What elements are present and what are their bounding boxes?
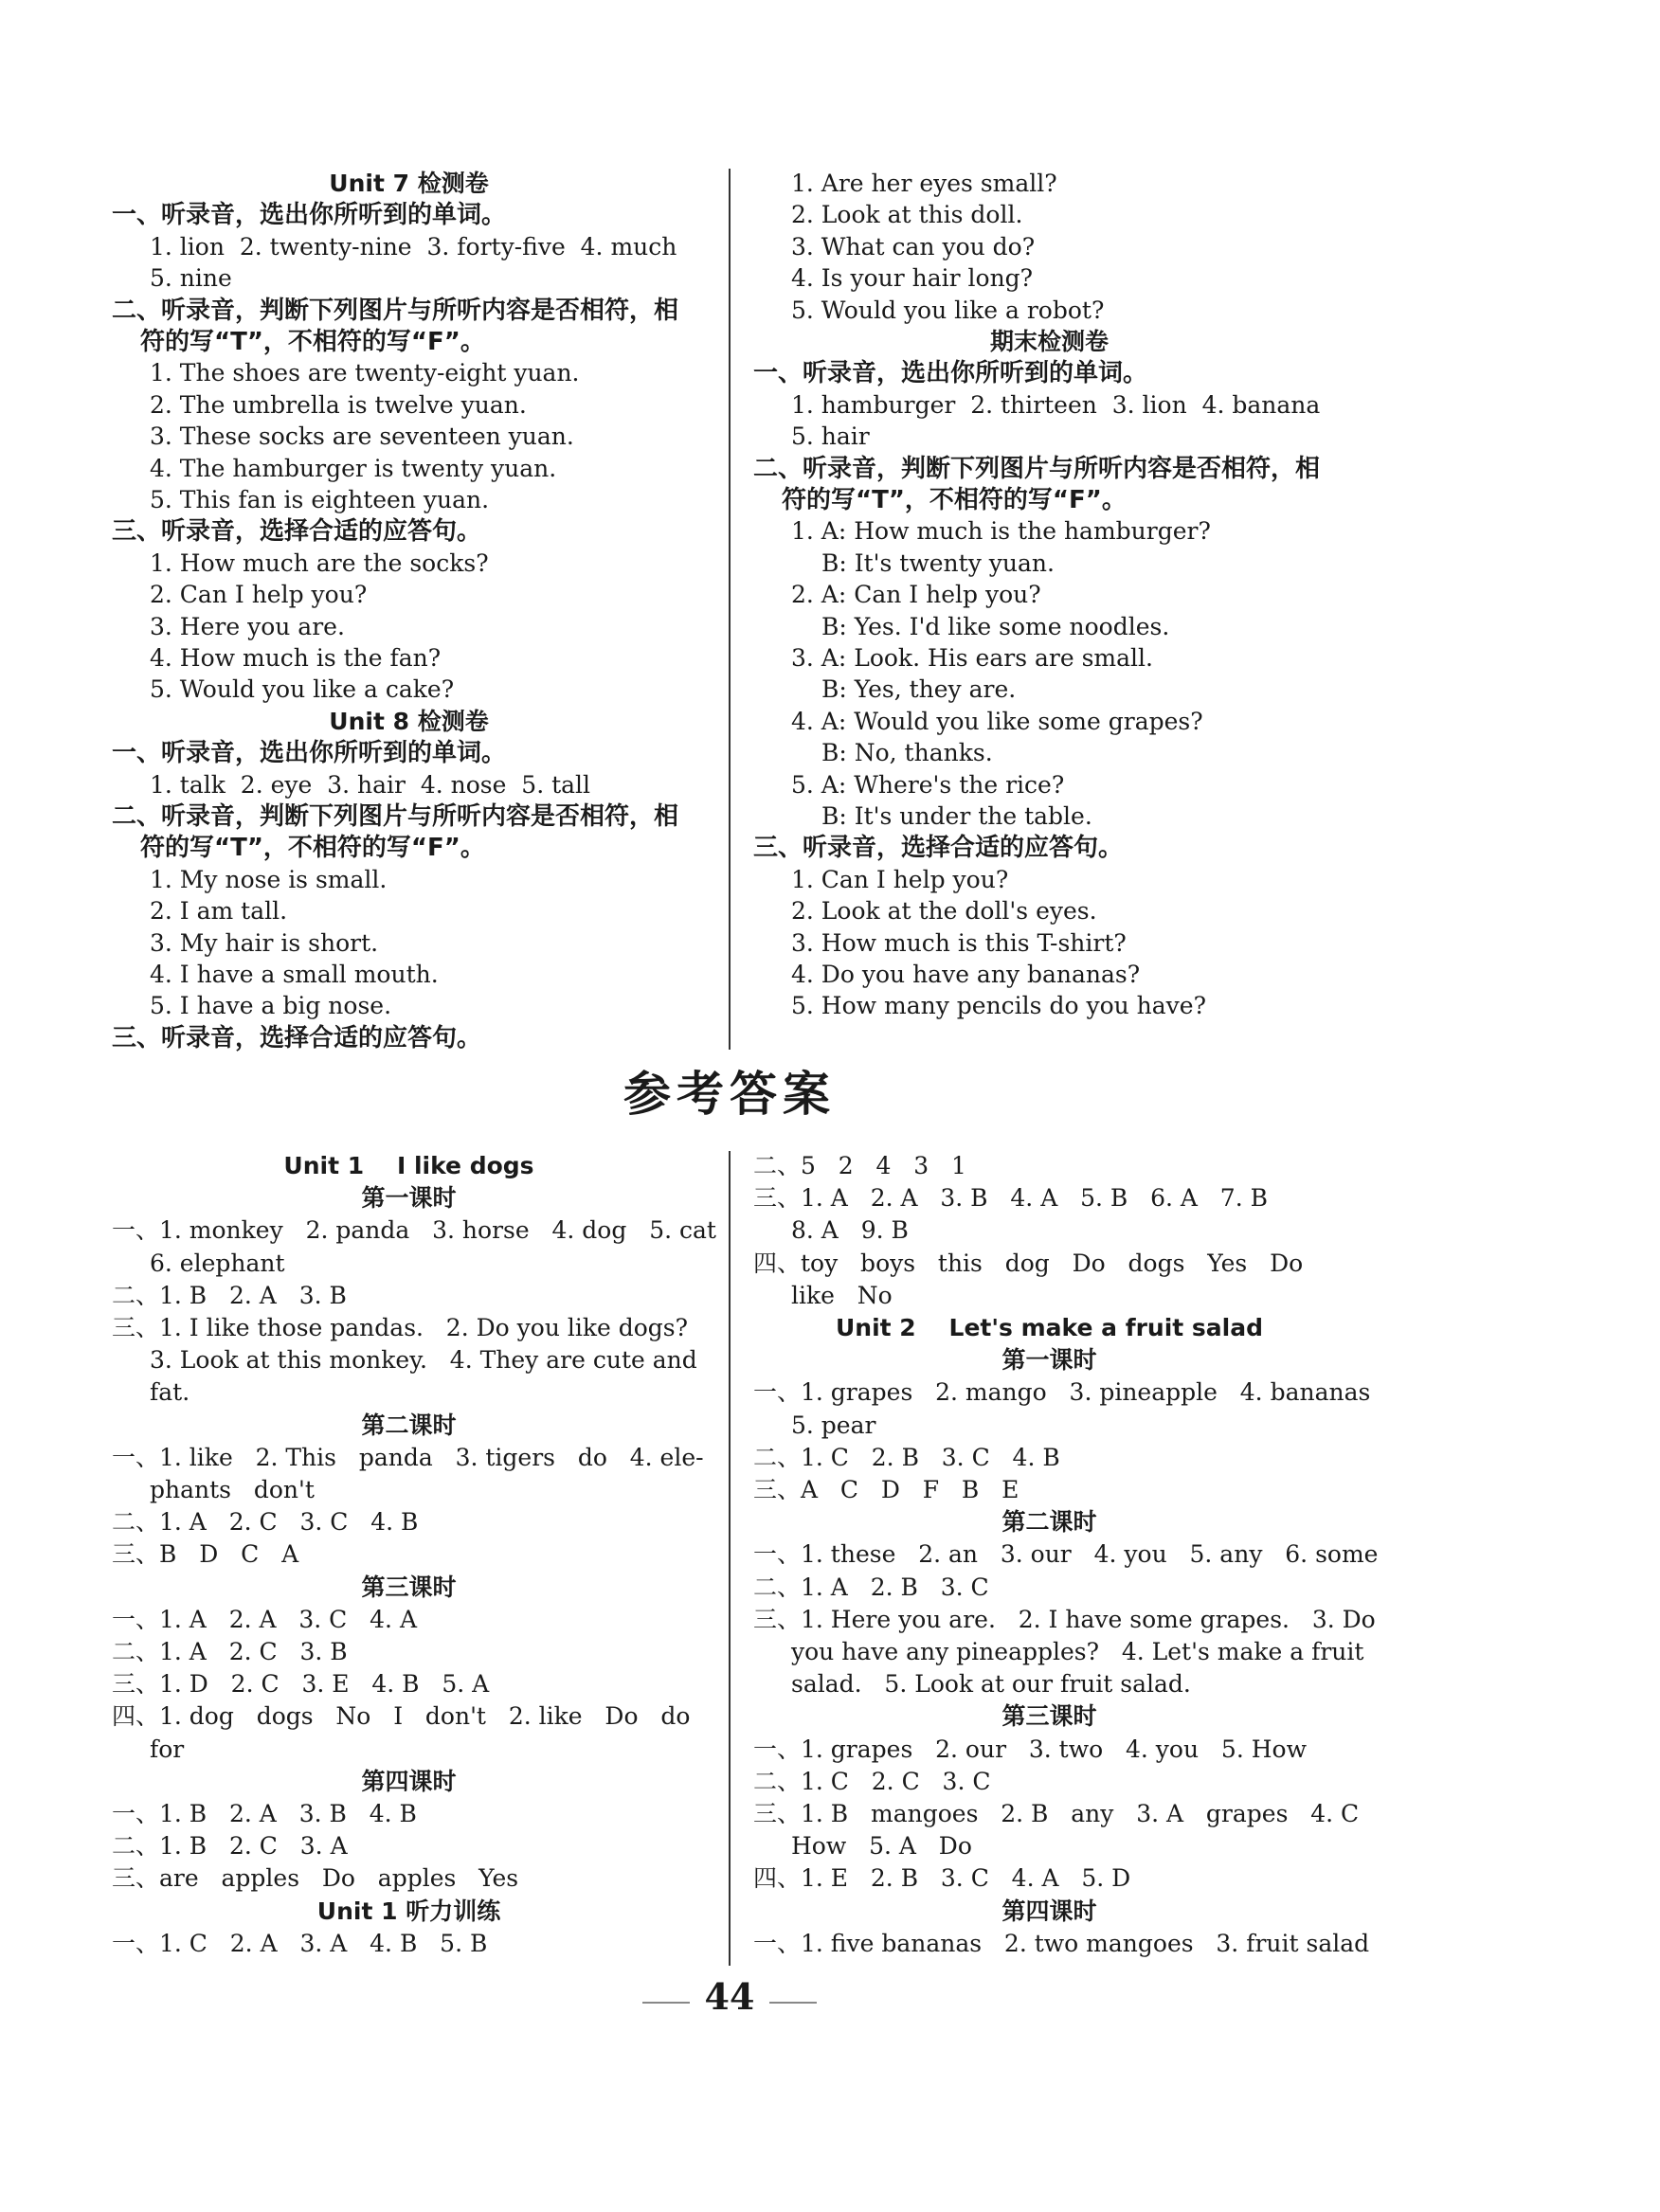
answer-line: 二、1. A 2. B 3. C — [753, 1573, 989, 1601]
answer-line-cont: phants don't — [150, 1476, 315, 1503]
transcript-line-cont: B: Yes, they are. — [821, 675, 1017, 704]
column-divider-top — [729, 169, 731, 1050]
transcript-line: 1. A: How much is the hamburger? — [791, 517, 1211, 546]
answer-line: 一、1. five bananas 2. two mangoes 3. fruit salad — [753, 1929, 1370, 1957]
section-heading: 第二课时 — [361, 1411, 457, 1439]
transcript-line: 5. This fan is eighteen yuan. — [150, 486, 490, 513]
transcript-line: 3. My hair is short. — [150, 928, 379, 957]
answer-line: 一、1. these 2. an 3. our 4. you 5. any 6. some — [753, 1540, 1379, 1569]
question-heading: 三、听录音，选择合适的应答句。 — [112, 1023, 482, 1052]
answer-line-cont: like No — [791, 1281, 893, 1309]
transcript-line: 3. Here you are. — [150, 612, 345, 640]
transcript-line: 3. A: Look. His ears are small. — [791, 644, 1153, 672]
answer-line: 二、1. A 2. C 3. C 4. B — [112, 1508, 419, 1537]
answer-line: 三、A C D F B E — [753, 1476, 1019, 1503]
transcript-line: 1. hamburger 2. thirteen 3. lion 4. banana — [791, 390, 1321, 419]
answer-line-cont: for — [150, 1735, 185, 1763]
answer-line-cont: 8. A 9. B — [791, 1216, 909, 1245]
answer-line: 二、1. C 2. C 3. C — [753, 1767, 991, 1795]
transcript-line: 1. lion 2. twenty-nine 3. forty-five 4. much — [150, 232, 677, 261]
transcript-line: 3. What can you do? — [791, 232, 1036, 261]
transcript-line: 4. A: Would you like some grapes? — [791, 707, 1203, 735]
question-heading: 三、听录音，选择合适的应答句。 — [753, 834, 1124, 863]
answer-line-cont: fat. — [150, 1378, 190, 1407]
question-heading: 三、听录音，选择合适的应答句。 — [112, 517, 482, 547]
question-heading: 二、听录音，判断下列图片与所听内容是否相符，相 — [112, 802, 679, 831]
answer-line-cont: 5. pear — [791, 1411, 876, 1439]
answer-line: 二、1. B 2. A 3. B — [112, 1281, 347, 1309]
transcript-line-cont: B: It's under the table. — [821, 802, 1092, 830]
section-heading: Unit 2 Let's make a fruit salad — [835, 1314, 1264, 1341]
transcript-line: 4. Is your hair long? — [791, 264, 1034, 293]
section-heading: Unit 7 检测卷 — [329, 170, 489, 197]
section-heading: 第二课时 — [1001, 1508, 1097, 1537]
transcript-line: 5. I have a big nose. — [150, 992, 392, 1020]
answer-line: 三、1. Here you are. 2. I have some grapes. 3. Do — [753, 1605, 1376, 1633]
answer-line: 三、B D C A — [112, 1540, 299, 1569]
section-heading: 第一课时 — [1001, 1346, 1097, 1375]
answer-line: 一、1. grapes 2. our 3. two 4. you 5. How — [753, 1735, 1307, 1763]
transcript-line: 5. Would you like a robot? — [791, 296, 1105, 324]
section-heading: 第三课时 — [1001, 1702, 1097, 1731]
transcript-line: 3. How much is this T-shirt? — [791, 928, 1127, 957]
answer-line-cont: 3. Look at this monkey. 4. They are cute and — [150, 1346, 697, 1375]
answer-line-cont: salad. 5. Look at our fruit salad. — [791, 1670, 1191, 1699]
transcript-line: 5. A: Where's the rice? — [791, 770, 1065, 799]
transcript-line: 2. Look at the doll's eyes. — [791, 897, 1097, 926]
question-heading: 一、听录音，选出你所听到的单词。 — [753, 359, 1148, 388]
transcript-line: 4. Do you have any bananas? — [791, 961, 1141, 988]
answer-line: 三、1. A 2. A 3. B 4. A 5. B 6. A 7. B — [753, 1184, 1268, 1213]
question-heading-cont: 符的写“T”，不相符的写“F”。 — [140, 834, 485, 863]
transcript-line: 2. Look at this doll. — [791, 201, 1023, 229]
question-heading-cont: 符的写“T”，不相符的写“F”。 — [140, 328, 485, 356]
answer-line-cont: How 5. A Do — [791, 1832, 972, 1861]
page-number: 44 — [704, 1975, 755, 2018]
transcript-line: 1. How much are the socks? — [150, 549, 489, 577]
answer-line: 二、1. B 2. C 3. A — [112, 1832, 348, 1861]
transcript-line: 1. talk 2. eye 3. hair 4. nose 5. tall — [150, 770, 591, 799]
answer-line: 一、1. A 2. A 3. C 4. A — [112, 1605, 418, 1633]
transcript-line: 5. hair — [791, 423, 870, 451]
answer-line: 三、1. I like those pandas. 2. Do you like dogs? — [112, 1314, 689, 1341]
answer-line-cont: you have any pineapples? 4. Let's make a fruit — [791, 1638, 1364, 1665]
answer-line: 三、1. B mangoes 2. B any 3. A grapes 4. C — [753, 1800, 1360, 1827]
section-heading: 期末检测卷 — [989, 328, 1109, 355]
answer-line: 四、1. dog dogs No I don't 2. like Do do — [112, 1702, 691, 1731]
section-heading: Unit 8 检测卷 — [329, 707, 489, 735]
answer-line: 四、1. E 2. B 3. C 4. A 5. D — [753, 1864, 1131, 1893]
transcript-line: 4. The hamburger is twenty yuan. — [150, 454, 557, 482]
question-heading: 一、听录音，选出你所听到的单词。 — [112, 201, 507, 230]
transcript-line: 4. I have a small mouth. — [150, 961, 439, 988]
answer-line: 三、1. D 2. C 3. E 4. B 5. A — [112, 1670, 490, 1699]
section-heading: Unit 1 I like dogs — [283, 1152, 534, 1179]
answer-line: 三、are apples Do apples Yes — [112, 1864, 519, 1893]
transcript-line-cont: B: Yes. I'd like some noodles. — [821, 612, 1170, 640]
answer-line: 一、1. like 2. This panda 3. tigers do 4. ele- — [112, 1443, 704, 1471]
answer-line: 一、1. monkey 2. panda 3. horse 4. dog 5. cat — [112, 1216, 716, 1245]
transcript-line: 2. I am tall. — [150, 897, 288, 926]
answer-line: 二、1. C 2. B 3. C 4. B — [753, 1443, 1060, 1471]
transcript-line-cont: B: It's twenty yuan. — [821, 549, 1055, 577]
question-heading: 二、听录音，判断下列图片与所听内容是否相符，相 — [753, 454, 1321, 483]
answer-line-cont: 6. elephant — [150, 1249, 285, 1277]
answer-line: 一、1. B 2. A 3. B 4. B — [112, 1800, 417, 1827]
transcript-line: 1. The shoes are twenty-eight yuan. — [150, 359, 580, 387]
transcript-line: 2. Can I help you? — [150, 581, 368, 609]
transcript-line: 5. nine — [150, 264, 232, 293]
transcript-line: 2. A: Can I help you? — [791, 581, 1041, 609]
section-heading: 第一课时 — [361, 1184, 457, 1213]
transcript-line: 1. My nose is small. — [150, 865, 388, 893]
answer-line: 二、1. A 2. C 3. B — [112, 1638, 348, 1665]
answer-line: 四、toy boys this dog Do dogs Yes Do — [753, 1249, 1304, 1277]
transcript-line: 5. Would you like a cake? — [150, 675, 455, 704]
section-heading: Unit 1 听力训练 — [316, 1897, 501, 1925]
transcript-line: 5. How many pencils do you have? — [791, 992, 1207, 1020]
section-heading: 第四课时 — [1001, 1897, 1097, 1925]
question-heading: 一、听录音，选出你所听到的单词。 — [112, 739, 507, 768]
transcript-line: 1. Are her eyes small? — [791, 170, 1057, 197]
page-number-dash-right — [769, 2002, 817, 2004]
answer-line: 二、5 2 4 3 1 — [753, 1152, 966, 1179]
answer-key-title: 参考答案 — [623, 1067, 836, 1122]
transcript-line: 2. The umbrella is twelve yuan. — [150, 390, 527, 419]
answer-line: 一、1. grapes 2. mango 3. pineapple 4. bananas — [753, 1378, 1371, 1407]
section-heading: 第三课时 — [361, 1573, 457, 1601]
transcript-line: 1. Can I help you? — [791, 865, 1009, 893]
answer-line: 一、1. C 2. A 3. A 4. B 5. B — [112, 1929, 488, 1957]
transcript-line: 4. How much is the fan? — [150, 644, 442, 672]
question-heading-cont: 符的写“T”，不相符的写“F”。 — [782, 486, 1127, 514]
column-divider-bottom — [729, 1151, 731, 1966]
transcript-line-cont: B: No, thanks. — [821, 739, 993, 767]
section-heading: 第四课时 — [361, 1767, 457, 1795]
transcript-line: 3. These socks are seventeen yuan. — [150, 423, 574, 451]
question-heading: 二、听录音，判断下列图片与所听内容是否相符，相 — [112, 296, 679, 325]
